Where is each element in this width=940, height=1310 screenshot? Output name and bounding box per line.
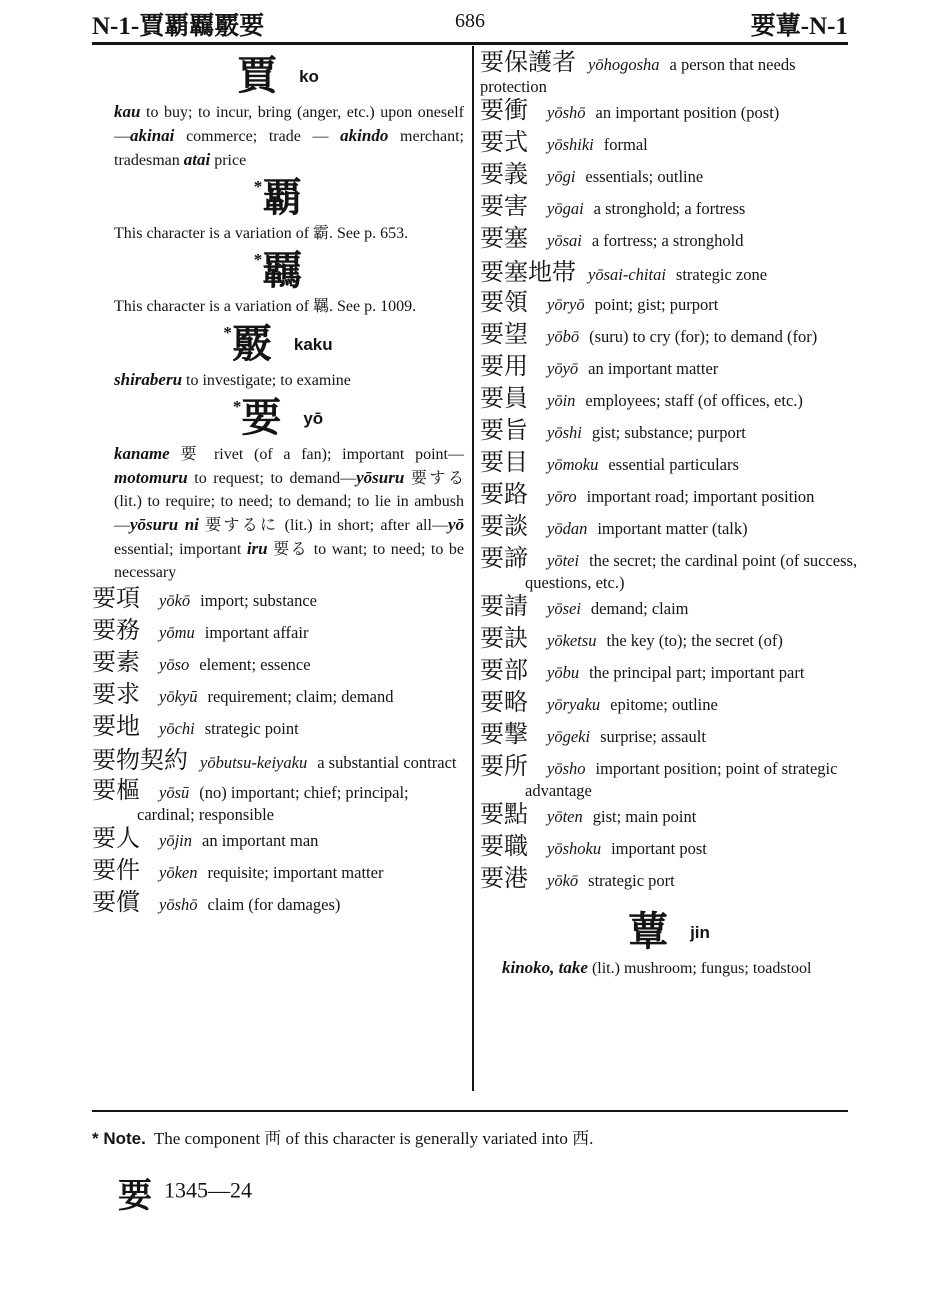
dictionary-entry <box>92 750 464 778</box>
heading-yo <box>92 395 464 440</box>
dictionary-entry <box>480 226 858 258</box>
entry-kanji: 要訣 <box>480 626 528 652</box>
footnote-text: The component 襾 of this character is generally variated into 西. <box>153 1129 594 1148</box>
entry-meaning: point; gist; purport <box>594 295 719 314</box>
dictionary-entry <box>480 594 858 626</box>
entry-romaji: yōgi <box>547 167 576 186</box>
dictionary-entry <box>480 262 858 290</box>
entry-kanji: 要地 <box>92 714 140 740</box>
entry-meaning: strategic point <box>204 719 299 738</box>
entry-kanji: 要務 <box>92 618 140 644</box>
headword-kanji: 蕈 <box>628 909 669 954</box>
entry-kanji: 要償 <box>92 890 140 916</box>
entry-kanji: 要職 <box>480 834 528 860</box>
dictionary-entry <box>480 386 858 418</box>
entry-meaning: the key (to); the secret (of) <box>606 631 783 650</box>
entry-kanji: 要領 <box>480 290 528 316</box>
entry-kanji: 要諦 <box>480 546 528 572</box>
entry-kanji: 要素 <box>92 650 140 676</box>
entry-meaning: requirement; claim; demand <box>207 687 394 706</box>
compound-list-right <box>480 52 858 898</box>
entry-romaji: yōro <box>547 487 577 506</box>
entry-kanji: 要撃 <box>480 722 528 748</box>
entry-romaji: yōbutsu-keiyaku <box>200 753 308 772</box>
entry-kanji: 要物契約 <box>92 748 188 774</box>
page-header <box>92 6 848 40</box>
entry-kanji: 要衝 <box>480 98 528 124</box>
dictionary-entry <box>92 778 464 826</box>
entry-romaji: yōso <box>159 655 190 674</box>
dictionary-entry <box>480 658 858 690</box>
right-column <box>480 52 858 986</box>
entry-kanji: 要保護者 <box>480 50 576 76</box>
entry-meaning: important affair <box>204 623 309 642</box>
dictionary-entry <box>480 290 858 322</box>
code-kanji: 要 <box>118 1178 152 1215</box>
entry-kanji: 要式 <box>480 130 528 156</box>
dictionary-entry <box>92 650 464 682</box>
code-number: 1345—24 <box>164 1177 252 1203</box>
entry-romaji: yōdan <box>547 519 588 538</box>
definition-ha: This character is a variation of 霸. See p. 653. <box>114 225 409 242</box>
headword-reading: jin <box>690 922 710 942</box>
entry-kanji: 要義 <box>480 162 528 188</box>
entry-meaning: requisite; important matter <box>207 863 384 882</box>
entry-meaning: claim (for damages) <box>207 895 341 914</box>
dictionary-entry <box>480 866 858 898</box>
entry-romaji: yōryaku <box>547 695 601 714</box>
heading-ki <box>92 248 464 293</box>
entry-meaning: demand; claim <box>590 599 689 618</box>
header-right-guide: 要蕈-N-1 <box>750 13 848 40</box>
note-star: * <box>253 250 263 269</box>
entry-romaji: yōyō <box>547 359 579 378</box>
entry-kanji: 要件 <box>92 858 140 884</box>
dictionary-entry <box>92 714 464 746</box>
definition-ki: This character is a variation of 羈. See p. 1009. <box>114 298 417 315</box>
entry-meaning: an important man <box>202 831 319 850</box>
entry-romaji: yōsai <box>547 231 582 250</box>
entry-romaji: yōmoku <box>547 455 599 474</box>
entry-romaji: yōshiki <box>547 135 594 154</box>
entry-kanji: 要用 <box>480 354 528 380</box>
entry-meaning: element; essence <box>199 655 311 674</box>
compound-list-left <box>92 586 464 922</box>
entry-kanji: 要旨 <box>480 418 528 444</box>
entry-romaji: yōmu <box>159 623 195 642</box>
entry-meaning: surprise; assault <box>600 727 706 746</box>
entry-romaji: yōsei <box>547 599 581 618</box>
entry-romaji: yōbu <box>547 663 580 682</box>
entry-meaning: essentials; outline <box>585 167 704 186</box>
entry-meaning: import; substance <box>200 591 318 610</box>
entry-meaning: an important position (post) <box>595 103 780 122</box>
character-code <box>118 1168 252 1217</box>
entry-romaji: yōsū <box>159 783 190 802</box>
dictionary-entry <box>480 354 858 386</box>
headword-kanji: 覇 <box>262 175 303 220</box>
headword-reading: yō <box>303 408 324 428</box>
dictionary-entry <box>92 586 464 618</box>
entry-kanji: 要所 <box>480 754 528 780</box>
entry-romaji: yōsai-chitai <box>588 265 666 284</box>
dictionary-entry <box>480 546 858 594</box>
entry-romaji: yōbō <box>547 327 580 346</box>
definition-ko: kau to buy; to incur, bring (anger, etc.) upon oneself—akinai commerce; trade — akindo merchant; tradesman atai price <box>114 102 465 169</box>
entry-meaning: a substantial contract <box>317 753 457 772</box>
entry-meaning: important matter (talk) <box>597 519 748 538</box>
entry-meaning: employees; staff (of offices, etc.) <box>585 391 803 410</box>
entry-romaji: yōketsu <box>547 631 597 650</box>
heading-ko <box>92 53 464 98</box>
dictionary-entry <box>480 690 858 722</box>
entry-romaji: yōgeki <box>547 727 591 746</box>
entry-kanji: 要塞地帯 <box>480 260 576 286</box>
dictionary-entry <box>480 194 858 226</box>
entry-romaji: yōhogosha <box>588 55 660 74</box>
entry-meaning: essential particulars <box>608 455 739 474</box>
entry-meaning: formal <box>603 135 648 154</box>
heading-kaku <box>92 321 464 366</box>
entry-meaning: a stronghold; a fortress <box>593 199 746 218</box>
entry-kanji: 要害 <box>480 194 528 220</box>
dictionary-entry <box>480 162 858 194</box>
dictionary-entry <box>480 626 858 658</box>
page-number: 686 <box>455 10 485 32</box>
entry-meaning: gist; substance; purport <box>591 423 746 442</box>
entry-meaning: a fortress; a stronghold <box>591 231 744 250</box>
entry-kanji: 要求 <box>92 682 140 708</box>
entry-kanji: 要員 <box>480 386 528 412</box>
heading-jin <box>480 909 858 954</box>
headword-kanji: 要 <box>241 395 282 440</box>
entry-meaning: (suru) to cry (for); to demand (for) <box>589 327 818 346</box>
dictionary-entry <box>480 754 858 802</box>
entry-kanji: 要請 <box>480 594 528 620</box>
headword-reading: kaku <box>293 334 333 354</box>
entry-romaji: yōsho <box>547 759 586 778</box>
entry-romaji: yōshi <box>547 423 582 442</box>
dictionary-entry <box>480 322 858 354</box>
entry-meaning: an important matter <box>588 359 719 378</box>
entry-romaji: yōgai <box>547 199 584 218</box>
entry-meaning: important post <box>611 839 707 858</box>
dictionary-entry <box>92 890 464 922</box>
dictionary-entry <box>480 482 858 514</box>
dictionary-entry <box>92 826 464 858</box>
entry-kanji: 要人 <box>92 826 140 852</box>
entry-kanji: 要略 <box>480 690 528 716</box>
entry-romaji: yōkō <box>547 871 579 890</box>
entry-romaji: yōshō <box>547 103 586 122</box>
headword-kanji: 覈 <box>231 321 272 366</box>
entry-meaning: the principal part; important part <box>589 663 805 682</box>
entry-romaji: yōryō <box>547 295 585 314</box>
entry-meaning: strategic port <box>588 871 675 890</box>
footnote-label: * Note. <box>92 1129 146 1148</box>
column-divider <box>472 46 474 1091</box>
note-star: * <box>232 397 242 416</box>
footnote <box>92 1124 593 1149</box>
entry-romaji: yōken <box>159 863 198 882</box>
definition-yo: kaname 要 rivet (of a fan); important point—motomuru to request; to demand—yōsuru 要する (lit.) to require; to need; to demand; to lie in ambush—yōsuru ni 要するに (lit.) in short; after all—yō essential; important iru 要る to want; to need; to be necessary <box>114 444 464 581</box>
note-star: * <box>223 323 232 342</box>
entry-romaji: yōjin <box>159 831 192 850</box>
definition-kaku: shiraberu to investigate; to examine <box>114 370 351 389</box>
entry-meaning: a person that needs protection <box>480 55 796 96</box>
entry-romaji: yōkō <box>159 591 191 610</box>
header-rule <box>92 42 848 45</box>
dictionary-entry <box>480 98 858 130</box>
entry-meaning: gist; main point <box>592 807 697 826</box>
entry-meaning: important position; point of strategic advantage <box>525 759 838 800</box>
entry-romaji: yōshō <box>159 895 198 914</box>
entry-kanji: 要路 <box>480 482 528 508</box>
entry-kanji: 要港 <box>480 866 528 892</box>
dictionary-entry <box>92 682 464 714</box>
entry-romaji: yōkyū <box>159 687 198 706</box>
dictionary-entry <box>480 722 858 754</box>
entry-meaning: (no) important; chief; principal; cardinal; responsible <box>137 783 409 824</box>
entry-romaji: yōchi <box>159 719 195 738</box>
entry-kanji: 要目 <box>480 450 528 476</box>
headword-reading: ko <box>299 66 319 86</box>
entry-kanji: 要項 <box>92 586 140 612</box>
footnote-rule <box>92 1110 848 1112</box>
headword-kanji: 賈 <box>237 53 278 98</box>
entry-meaning: important road; important position <box>586 487 815 506</box>
entry-meaning: strategic zone <box>675 265 768 284</box>
dictionary-entry <box>480 418 858 450</box>
entry-kanji: 要談 <box>480 514 528 540</box>
entry-kanji: 要樞 <box>92 778 140 804</box>
header-left-guide: N-1-賈覇覊覈要 <box>92 13 265 40</box>
entry-meaning: the secret; the cardinal point (of success, questions, etc.) <box>525 551 858 592</box>
note-star: * <box>253 177 263 196</box>
entry-kanji: 要點 <box>480 802 528 828</box>
entry-kanji: 要望 <box>480 322 528 348</box>
entry-kanji: 要部 <box>480 658 528 684</box>
dictionary-entry <box>92 858 464 890</box>
entry-kanji: 要塞 <box>480 226 528 252</box>
dictionary-entry <box>480 130 858 162</box>
entry-romaji: yōtei <box>547 551 580 570</box>
dictionary-entry <box>480 450 858 482</box>
entry-romaji: yōten <box>547 807 583 826</box>
entry-romaji: yōin <box>547 391 576 410</box>
headword-kanji: 覊 <box>262 248 303 293</box>
dictionary-entry <box>92 618 464 650</box>
dictionary-entry <box>480 834 858 866</box>
dictionary-entry <box>480 52 858 98</box>
entry-meaning: epitome; outline <box>610 695 718 714</box>
heading-ha <box>92 175 464 220</box>
definition-jin: kinoko, take (lit.) mushroom; fungus; toadstool <box>502 958 812 977</box>
left-column <box>92 52 464 926</box>
dictionary-entry <box>480 514 858 546</box>
dictionary-entry <box>480 802 858 834</box>
entry-romaji: yōshoku <box>547 839 602 858</box>
